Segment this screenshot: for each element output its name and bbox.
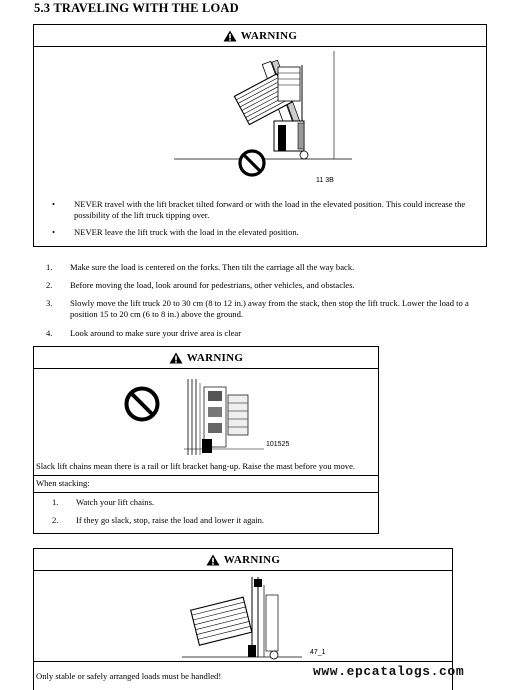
warning-header-label: WARNING (223, 553, 281, 566)
step-text: Slowly move the lift truck 20 to 30 cm (8 to 12 in.) away from the stack, then stop the lift truck. Lower the load to a position 15 to 20 cm (6 to 8 in.) above the ground. (70, 298, 469, 319)
section-heading: 5.3 TRAVELING WITH THE LOAD (34, 1, 239, 15)
item-number: 2. (52, 515, 59, 525)
step-text: Before moving the load, look around for pedestrians, other vehicles, and obstacles. (70, 280, 355, 290)
warning-triangle-icon (223, 30, 237, 42)
item-text: Watch your lift chains. (76, 497, 155, 507)
warning2-divider (34, 475, 378, 476)
slack-chain-text: Slack lift chains mean there is a rail or lift bracket hang-up. Raise the mast before you move. (36, 461, 356, 471)
warning-header-label: WARNING (186, 351, 244, 364)
warning-triangle-icon (206, 554, 220, 566)
figure-label-1: 11 3B (316, 177, 334, 184)
step-number: 3. (46, 298, 53, 308)
step-number: 4. (46, 328, 53, 338)
warning3-divider (34, 661, 452, 662)
item-text: If they go slack, stop, raise the load and lower it again. (76, 515, 265, 525)
warning-triangle-icon (169, 352, 183, 364)
bullet-text: NEVER travel with the lift bracket tilted forward or with the load in the elevated position. This could increase the possibility of the lift truck tipping over. (74, 199, 466, 220)
watermark: www.epcatalogs.com (313, 664, 465, 679)
warning-box-1 (33, 24, 487, 247)
figure-label-3: 47_1 (310, 649, 326, 656)
slack-chain-mast-illustration (184, 377, 264, 455)
warning-header-label: WARNING (240, 29, 298, 42)
warning-box-2 (33, 346, 379, 534)
warning-header-2 (34, 347, 378, 369)
step-number: 2. (46, 280, 53, 290)
warning2-divider-2 (34, 492, 378, 493)
bullet-icon: • (52, 199, 56, 209)
step-text: Look around to make sure your drive area is clear (70, 328, 242, 338)
stacking-label: When stacking: (36, 478, 90, 488)
bullet-icon: • (52, 227, 56, 237)
prohibition-icon (123, 385, 161, 423)
unstable-load-illustration (182, 575, 302, 663)
item-number: 1. (52, 497, 59, 507)
figure-label-2: 101525 (266, 441, 290, 448)
forklift-tilted-load-illustration (174, 51, 354, 181)
bullet-text: NEVER leave the lift truck with the load in the elevated position. (74, 227, 299, 237)
stable-load-text: Only stable or safely arranged loads must be handled! (36, 671, 222, 681)
step-number: 1. (46, 262, 53, 272)
warning-header-3 (34, 549, 452, 571)
warning-header-1 (34, 25, 486, 47)
step-text: Make sure the load is centered on the forks. Then tilt the carriage all the way back. (70, 262, 355, 272)
